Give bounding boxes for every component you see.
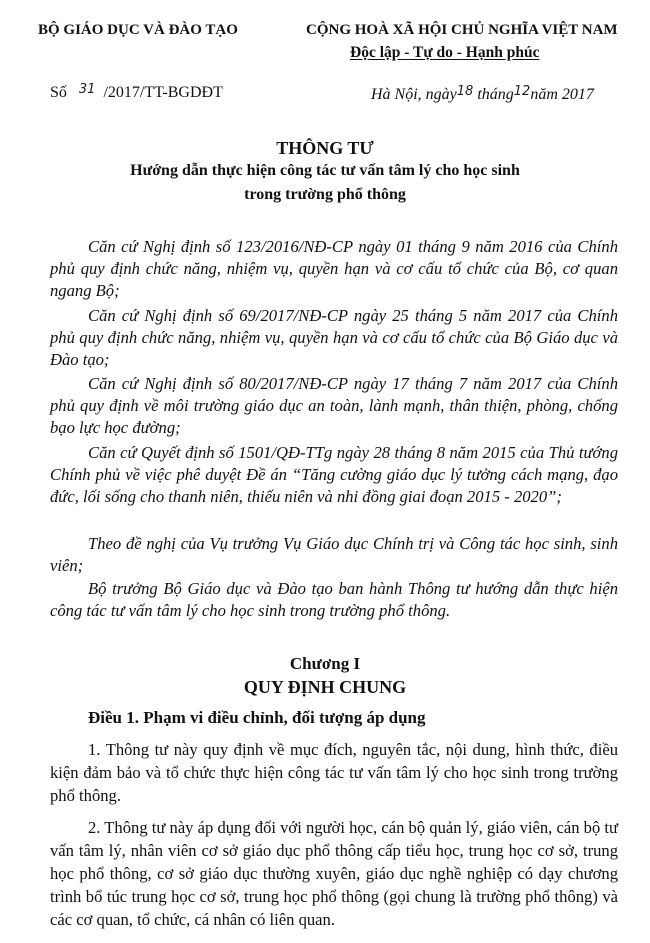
number-prefix: Số <box>50 84 67 101</box>
article-paragraph: 1. Thông tư này quy định về mục đích, nguyên tắc, nội dung, hình thức, điều kiện đảm bảo và tổ chức thực hiện công tác tư vấn tâm lý cho học sinh trong trường phổ thông. <box>50 740 618 805</box>
number-handwritten: 31 <box>78 82 96 97</box>
national-motto: Độc lập - Tự do - Hạnh phúc <box>350 44 540 61</box>
date-month-handwritten: 12 <box>513 84 531 99</box>
chapter-title: QUY ĐỊNH CHUNG <box>243 677 407 697</box>
date-year: năm 2017 <box>530 86 594 103</box>
article-heading: Điều 1. Phạm vi điều chỉnh, đối tượng áp dụng <box>88 708 426 727</box>
preamble-paragraph: Căn cứ Nghị định số 123/2016/NĐ-CP ngày 01 tháng 9 năm 2016 của Chính phủ quy định chức năng, nhiệm vụ, quyền hạn và cơ cấu tổ chức của Bộ, cơ quan ngang Bộ; <box>50 237 618 300</box>
republic-name: CỘNG HOÀ XÃ HỘI CHỦ NGHĨA VIỆT NAM <box>306 22 618 38</box>
document-number <box>50 84 223 102</box>
chapter-label: Chương I <box>289 654 361 673</box>
document-subtitle-line1: Hướng dẫn thực hiện công tác tư vấn tâm lý cho học sinh <box>130 162 520 179</box>
ministry-name: BỘ GIÁO DỤC VÀ ĐÀO TẠO <box>38 22 238 38</box>
issue-date <box>371 86 594 104</box>
article-paragraph: 2. Thông tư này áp dụng đối với người học, cán bộ quản lý, giáo viên, cán bộ tư vấn tâm lý, nhân viên cơ sở giáo dục phổ thông cấp tiểu học, trung học cơ sở, trung học phổ thông, cơ sở giáo dục thường xuyên, giáo dục nghề nghiệp có dạy chương trình bổ túc trung học cơ sở, trung học phổ thông (gọi chung là trường phổ thông) và các cơ quan, tổ chức, cá nhân có liên quan. <box>50 818 618 929</box>
date-place: Hà Nội, ngày <box>371 86 457 103</box>
preamble-paragraph: Theo đề nghị của Vụ trưởng Vụ Giáo dục Chính trị và Công tác học sinh, sinh viên; <box>50 534 618 575</box>
preamble-paragraph: Căn cứ Nghị định số 69/2017/NĐ-CP ngày 25 tháng 5 năm 2017 của Chính phủ quy định chức năng, nhiệm vụ, quyền hạn và cơ cấu tổ chức của Bộ Giáo dục và Đào tạo; <box>50 306 618 369</box>
document-type-title: THÔNG TƯ <box>276 138 374 158</box>
preamble-paragraph: Căn cứ Quyết định số 1501/QĐ-TTg ngày 28 tháng 8 năm 2015 của Thủ tướng Chính phủ về việc phê duyệt Đề án “Tăng cường giáo dục lý tưởng cách mạng, đạo đức, lối sống cho thanh niên, thiếu niên và nhi đồng giai đoạn 2015 - 2020”; <box>50 443 618 506</box>
document-subtitle-line2: trong trường phổ thông <box>244 186 406 203</box>
date-month-word: tháng <box>477 86 514 103</box>
preamble-paragraph: Bộ trưởng Bộ Giáo dục và Đào tạo ban hành Thông tư hướng dẫn thực hiện công tác tư vấn tâm lý cho học sinh trong trường phổ thông. <box>50 579 618 620</box>
number-suffix: /2017/TT-BGDĐT <box>103 84 223 101</box>
date-day-handwritten: 18 <box>456 84 474 99</box>
preamble-paragraph: Căn cứ Nghị định số 80/2017/NĐ-CP ngày 17 tháng 7 năm 2017 của Chính phủ quy định về môi trường giáo dục an toàn, lành mạnh, thân thiện, phòng, chống bạo lực học đường; <box>50 374 618 437</box>
